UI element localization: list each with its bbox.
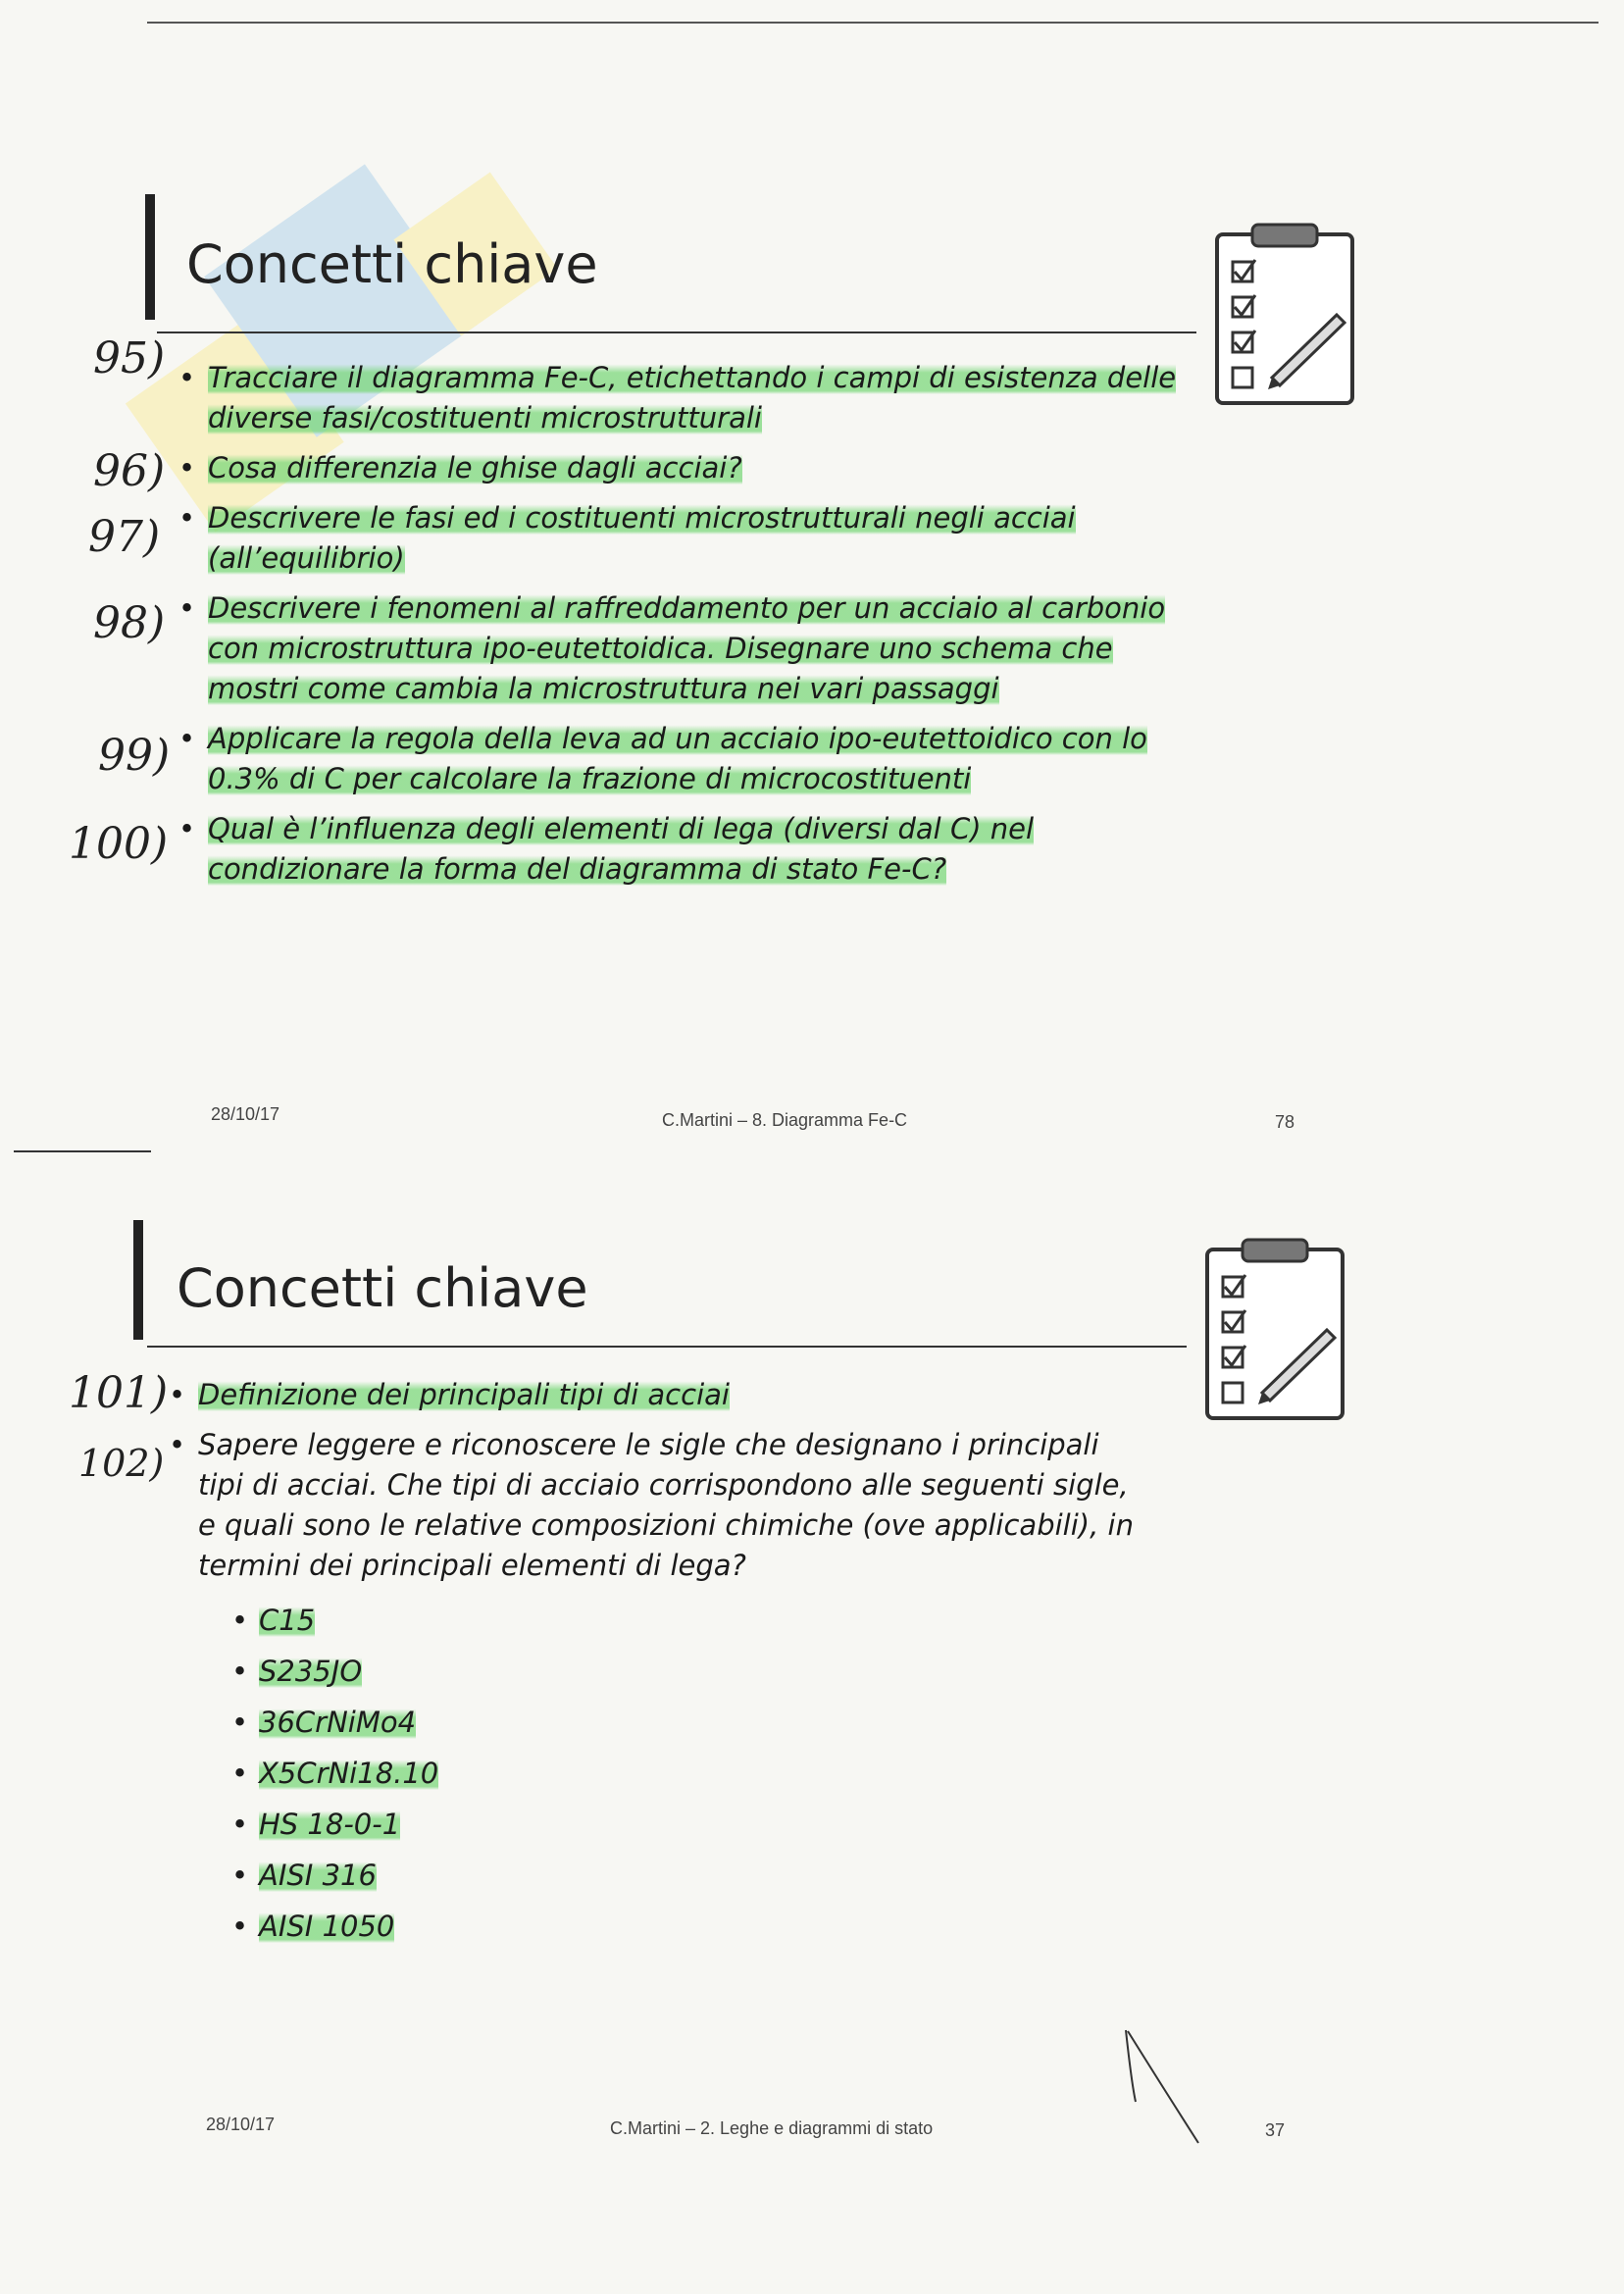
list-item: • Tracciare il diagramma Fe-C, etichettando i campi di esistenza delle diverse fasi/costituenti microstrutturali xyxy=(178,358,1208,438)
handwritten-number: 99) xyxy=(98,731,171,781)
checklist-clipboard-icon xyxy=(1201,1236,1348,1422)
list-item: • Descrivere le fasi ed i costituenti microstrutturali negli acciai (all’equilibrio) xyxy=(178,498,1208,579)
footer-source: C.Martini – 2. Leghe e diagrammi di stato xyxy=(610,2118,934,2138)
steel-code-item: • HS 18-0-1 xyxy=(231,1799,438,1850)
steel-code-item: • S235JO xyxy=(231,1646,438,1697)
page-separator xyxy=(14,1150,151,1152)
list-item: • Definizione dei principali tipi di acciai xyxy=(169,1375,1149,1415)
title-rule xyxy=(157,331,1196,333)
handwritten-number: 95) xyxy=(93,333,166,383)
bullet-list xyxy=(169,1375,1149,1586)
list-item: • Applicare la regola della leva ad un acciaio ipo-eutettoidico con lo 0.3% di C per calcolare la frazione di microcostituenti xyxy=(178,719,1208,799)
title-rule xyxy=(147,1346,1187,1348)
footer-source: C.Martini – 8. Diagramma Fe-C xyxy=(662,1110,908,1130)
slide-title: Concetti chiave xyxy=(177,1257,588,1319)
list-item: • Qual è l’influenza degli elementi di lega (diversi dal C) nel condizionare la forma del diagramma di stato Fe-C? xyxy=(178,809,1208,890)
steel-code-item: • AISI 316 xyxy=(231,1850,438,1901)
slide-title: Concetti chiave xyxy=(186,233,598,295)
steel-code-item: • 36CrNiMo4 xyxy=(231,1697,438,1748)
list-item: • Cosa differenzia le ghise dagli acciai? xyxy=(178,448,1208,488)
list-item: • Sapere leggere e riconoscere le sigle che designano i principali tipi di acciai. Che tipi di acciaio corrispondono alle seguenti sigle, e quali sono le relative composizioni chimiche (ove applicabili), in termini dei principali elementi di lega? xyxy=(169,1425,1149,1586)
footer-page-number: 78 xyxy=(1275,1112,1295,1132)
handwritten-number: 96) xyxy=(93,446,166,496)
slide-concetti-chiave-1 xyxy=(0,167,1624,1157)
handwritten-number: 100) xyxy=(69,819,169,869)
handwritten-number: 98) xyxy=(93,598,166,648)
steel-code-item: • X5CrNi18.10 xyxy=(231,1748,438,1799)
footer-page-number: 37 xyxy=(1265,2120,1286,2140)
footer-date: 28/10/17 xyxy=(206,2115,276,2134)
title-accent-bar xyxy=(133,1220,143,1340)
slide-concetti-chiave-2 xyxy=(0,1197,1624,2177)
handwritten-number: 102) xyxy=(78,1442,165,1485)
handwritten-number: 101) xyxy=(69,1368,169,1418)
title-accent-bar xyxy=(145,194,155,320)
steel-codes-list xyxy=(231,1595,438,1952)
page-top-edge xyxy=(147,22,1599,24)
handwritten-number: 97) xyxy=(88,512,161,562)
checklist-clipboard-icon xyxy=(1211,221,1358,407)
steel-code-item: • C15 xyxy=(231,1595,438,1646)
list-item: • Descrivere i fenomeni al raffreddamento per un acciaio al carbonio con microstruttura ipo-eutettoidica. Disegnare uno schema che mostri come cambia la microstruttura nei vari passaggi xyxy=(178,588,1208,709)
footer-date: 28/10/17 xyxy=(211,1104,280,1124)
pen-stroke-mark xyxy=(1118,2025,1206,2153)
steel-code-item: • AISI 1050 xyxy=(231,1901,438,1952)
